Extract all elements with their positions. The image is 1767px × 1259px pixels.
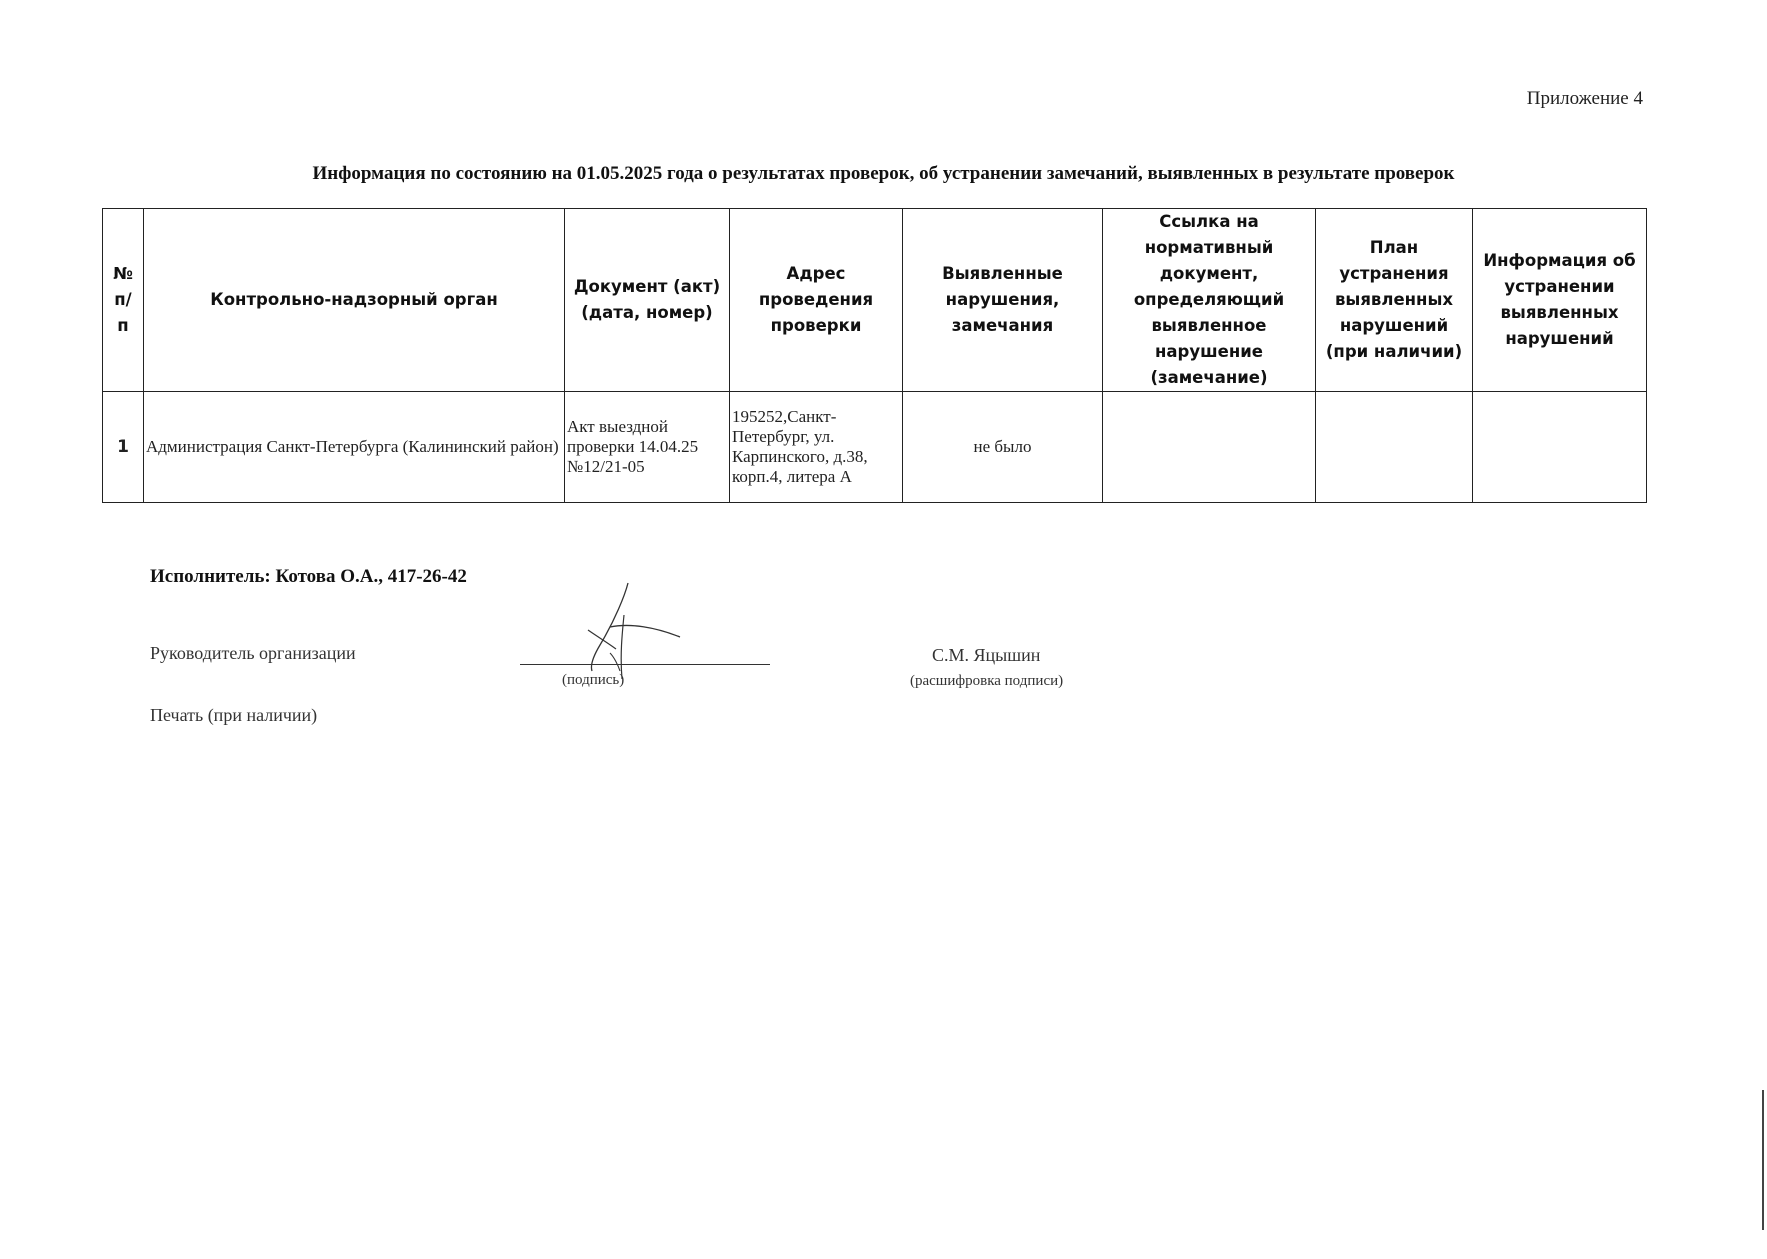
signer-name: С.М. Яцышин xyxy=(932,645,1041,665)
cell-elimination-info xyxy=(1473,392,1647,503)
header-document: Документ (акт) (дата, номер) xyxy=(565,209,730,392)
signature-decode-caption: (расшифровка подписи) xyxy=(910,673,1064,689)
cell-authority: Администрация Санкт-Петербурга (Калининский район) xyxy=(144,392,565,503)
table-row xyxy=(103,392,1647,503)
cell-normative-ref xyxy=(1103,392,1316,503)
cell-address: 195252,Санкт-Петербург, ул. Карпинского, д.38, корп.4, литера А xyxy=(730,392,903,503)
header-violations: Выявленные нарушения, замечания xyxy=(903,209,1103,392)
head-of-organization-label: Руководитель организации xyxy=(150,643,356,663)
cell-document: Акт выездной проверки 14.04.25 №12/21-05 xyxy=(565,392,730,503)
header-address: Адрес проведения проверки xyxy=(730,209,903,392)
handwritten-signature xyxy=(570,575,710,685)
stamp-label: Печать (при наличии) xyxy=(150,705,318,725)
cell-number: 1 xyxy=(103,392,144,503)
table-header-row xyxy=(103,209,1647,392)
inspection-results-table xyxy=(102,208,1647,503)
document-title: Информация по состоянию на 01.05.2025 года о результатах проверок, об устранении замечаний, выявленных в результате проверок xyxy=(312,163,1455,184)
executor-info: Исполнитель: Котова О.А., 417-26-42 xyxy=(150,566,467,587)
signature-caption: (подпись) xyxy=(562,672,625,688)
cell-violations: не было xyxy=(903,392,1103,503)
header-plan: План устранения выявленных нарушений (при наличии) xyxy=(1316,209,1473,392)
header-elimination-info: Информация об устранении выявленных нарушений xyxy=(1473,209,1647,392)
header-authority: Контрольно-надзорный орган xyxy=(144,209,565,392)
header-number: № п/п xyxy=(103,209,144,392)
scan-edge-mark xyxy=(1762,1090,1764,1230)
cell-plan xyxy=(1316,392,1473,503)
appendix-label: Приложение 4 xyxy=(1526,88,1643,109)
header-normative-ref: Ссылка на нормативный документ, определяющий выявленное нарушение (замечание) xyxy=(1103,209,1316,392)
